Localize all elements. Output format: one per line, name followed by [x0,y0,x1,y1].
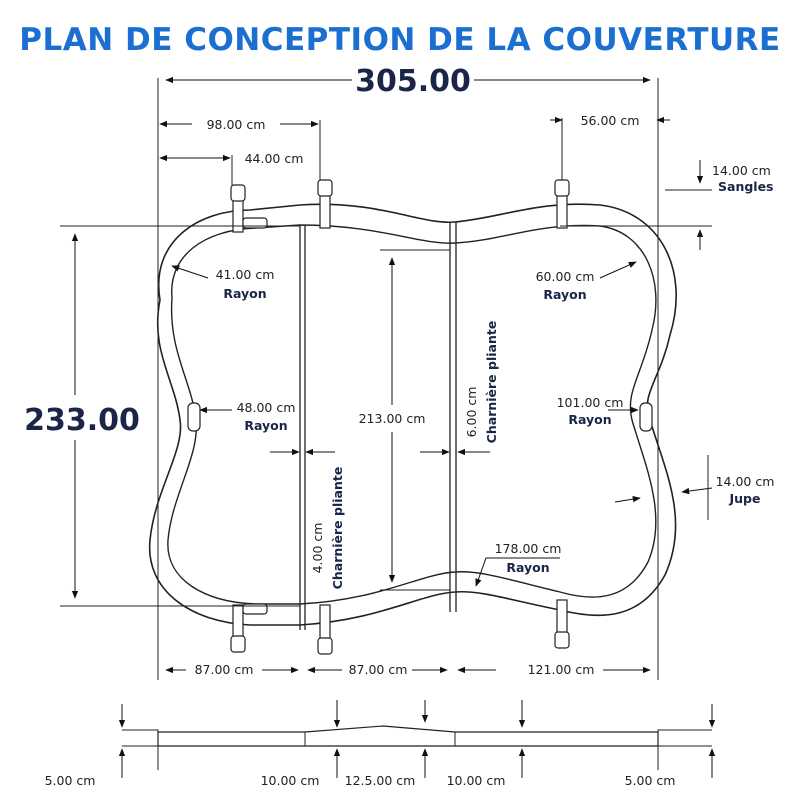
dim-6: 6.00 cm [464,386,479,438]
dim-56: 56.00 cm [580,113,640,128]
label-jupe: Jupe [729,491,761,506]
dim-178: 178.00 cm [494,541,562,556]
label-rayon-48: Rayon [244,418,288,433]
dim-14-straps: 14.00 cm [712,163,771,178]
dim-44: 44.00 cm [244,151,304,166]
dim-60: 60.00 cm [535,269,595,284]
dim-bottom-121: 121.00 cm [527,662,595,677]
profile-view [45,700,712,788]
handle-right [640,403,652,431]
label-hinge-right: Charnière pliante [484,320,499,444]
profile-12-5: 12.5.00 cm [344,773,416,788]
dim-213: 213.00 cm [358,411,426,426]
strap-bottom-right [555,600,569,648]
profile-10-right: 10.00 cm [446,773,506,788]
label-hinge-left: Charnière pliante [330,466,345,590]
label-sangles: Sangles [718,179,774,194]
label-rayon-178: Rayon [506,560,550,575]
dim-48: 48.00 cm [236,400,296,415]
strap-top-right [555,180,569,228]
strap-top-middle [318,180,332,228]
profile-10-left: 10.00 cm [260,773,320,788]
label-rayon-41: Rayon [223,286,267,301]
dim-bottom-87-left: 87.00 cm [194,662,254,677]
dim-41: 41.00 cm [215,267,275,282]
dim-4: 4.00 cm [310,522,325,574]
label-rayon-101: Rayon [568,412,612,427]
strap-bottom-left [231,604,267,652]
dim-98: 98.00 cm [206,117,266,132]
handle-left [188,403,200,431]
profile-5-left: 5.00 cm [44,773,96,788]
dim-101: 101.00 cm [556,395,624,410]
label-rayon-60: Rayon [543,287,587,302]
plan-title: PLAN DE CONCEPTION DE LA COUVERTURE [19,22,781,58]
overall-length-label: 305.00 [355,64,471,99]
profile-5-right: 5.00 cm [624,773,676,788]
dim-14-skirt: 14.00 cm [715,474,775,489]
dim-bottom-87-middle: 87.00 cm [348,662,408,677]
overall-width-label: 233.00 [24,403,140,438]
strap-bottom-middle [318,605,332,654]
